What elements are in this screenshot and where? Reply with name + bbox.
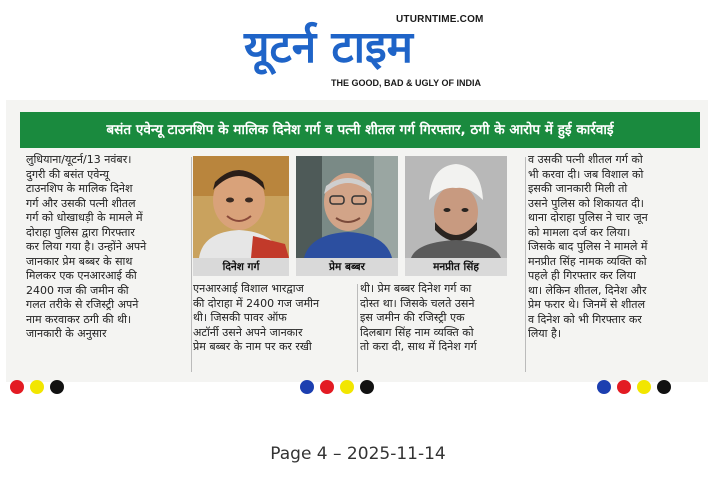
- portrait-image-2: [296, 156, 398, 258]
- photo-dinesh-garg: [193, 156, 289, 258]
- article-column-2: एनआरआई विशाल भारद्वाज की दोराहा में 2400 गज जमीन थी। जिसकी पावर ऑफ अटॉर्नी उसने अपने जानकार प्रेम बब्बर के नाम पर कर रखी: [193, 282, 320, 353]
- registration-dot: [50, 380, 64, 394]
- site-url[interactable]: UTURNTIME.COM: [396, 14, 484, 25]
- article-column-1: लुधियाना/यूटर्न/13 नवंबर। दुगरी की बसंत एवेन्यू टाउनशिप के मालिक दिनेश गर्ग और उसकी पत्नी शीतल गर्ग को धोखाधड़ी के मामले में दोराहा पुलिस द्वारा गिरफ्तार कर लिया गया है। उन्होंने अपने जानकार प्रेम बब्बर के साथ मिलकर एक एनआरआई की 2400 गज की जमीन की गलत तरीके से रजिस्ट्री अपने नाम करवाकर ठगी की थी। जानकारी के अनुसार: [26, 153, 147, 340]
- photo-caption-3: मनप्रीत सिंह: [405, 258, 507, 276]
- registration-dot: [320, 380, 334, 394]
- registration-dot: [637, 380, 651, 394]
- masthead: [0, 0, 716, 100]
- registration-dot: [300, 380, 314, 394]
- photo-prem-babbar: [296, 156, 398, 258]
- registration-marks-left: [10, 380, 74, 394]
- column-divider: [357, 284, 358, 372]
- column-divider: [191, 157, 192, 372]
- registration-dot: [30, 380, 44, 394]
- registration-dot: [617, 380, 631, 394]
- photo-manpreet-singh: [405, 156, 507, 258]
- column-divider: [525, 157, 526, 372]
- newspaper-logo-name: यूटर्न टाइम: [244, 22, 413, 73]
- registration-dot: [657, 380, 671, 394]
- photo-caption-2: प्रेम बब्बर: [296, 258, 398, 276]
- registration-dot: [597, 380, 611, 394]
- newspaper-tagline: THE GOOD, BAD & UGLY OF INDIA: [331, 78, 482, 88]
- registration-marks-right: [597, 380, 681, 394]
- photo-caption-1: दिनेश गर्ग: [193, 258, 289, 276]
- article-headline: बसंत एवेन्यू टाउनशिप के मालिक दिनेश गर्ग व पत्नी शीतल गर्ग गिरफ्तार, ठगी के आरोप में हुई कार्रवाई: [20, 112, 700, 148]
- article-column-3: थी। प्रेम बब्बर दिनेश गर्ग का दोस्त था। जिसके चलते उसने इस जमीन की रजिस्ट्री एक दिलबाग सिंह नाम व्यक्ति को तो करा दी, साथ में दिनेश गर्ग: [360, 282, 477, 353]
- registration-marks-center: [300, 380, 384, 394]
- registration-dot: [360, 380, 374, 394]
- registration-dot: [340, 380, 354, 394]
- article-column-4: व उसकी पत्नी शीतल गर्ग को भी करवा दी। जब विशाल को इसकी जानकारी मिली तो उसने पुलिस को शिकायत दी। थाना दोराहा पुलिस ने चार जून को मामला दर्ज कर लिया। जिसके बाद पुलिस ने मामले में मनप्रीत सिंह नामक व्यक्ति को पहले ही गिरफ्तार कर लिया था। लेकिन शीतल, दिनेश और प्रेम फरार थे। जिनमें से शीतल व दिनेश को भी गिरफ्तार कर लिया है।: [528, 153, 648, 340]
- page-label: Page 4 – 2025-11-14: [270, 444, 446, 464]
- registration-dot: [10, 380, 24, 394]
- portrait-image-1: [193, 156, 289, 258]
- portrait-image-3: [405, 156, 507, 258]
